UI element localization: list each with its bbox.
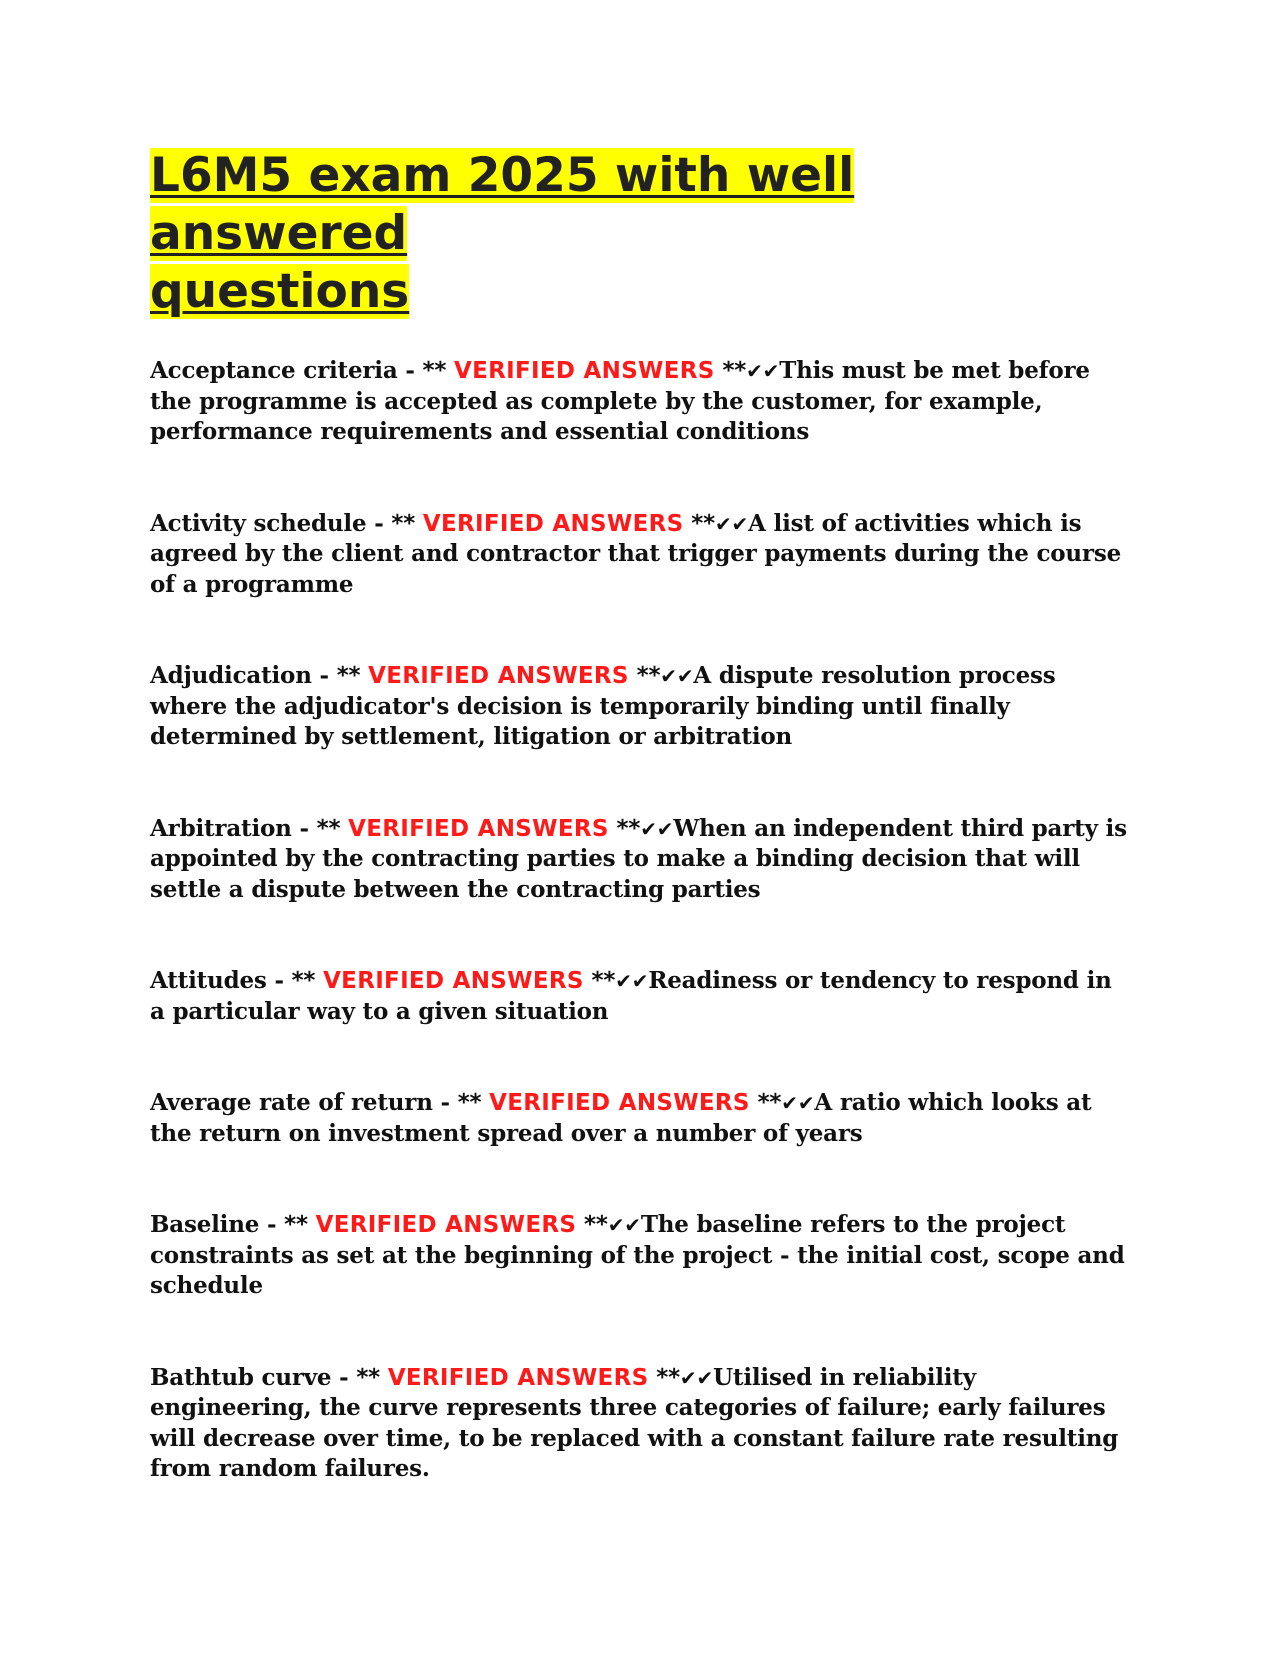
document-title-line2: questions — [150, 264, 410, 319]
entry-definition: This must be met before the programme is accepted as complete by the customer, for example, performance requirements and essential conditions — [150, 357, 1090, 445]
entry-definition: Utilised in reliability engineering, the curve represents three categories of failure; early failures will decrease over time, to be replaced with a constant failure rate resulting from random failures. — [150, 1363, 1119, 1482]
document-title — [150, 147, 1050, 321]
entry-term: Adjudication — [150, 662, 312, 689]
verified-answers-label: VERIFIED ANSWERS — [422, 510, 684, 537]
entry-definition: When an independent third party is appointed by the contracting parties to make a binding decision that will settle a dispute between the contracting parties — [150, 814, 1127, 903]
entry-definition: A dispute resolution process where the adjudicator's decision is temporarily binding until finally determined by settlement, litigation or arbitration — [150, 662, 1056, 750]
glossary-entry: Acceptance criteria - ** VERIFIED ANSWERS **✔✔This must be met before the programme is accepted as complete by the customer, for example, performance requirements and essential conditions — [150, 357, 1090, 445]
entry-term: Activity schedule — [150, 509, 367, 537]
entry-term: Average rate of return — [150, 1089, 433, 1116]
glossary-entry: Attitudes - ** VERIFIED ANSWERS **✔✔Readiness or tendency to respond in a particular way to a given situation — [150, 967, 1112, 1025]
entry-definition: A ratio which looks at the return on investment spread over a number of years — [150, 1089, 1092, 1147]
double-check-icon: ✔✔ — [640, 816, 674, 841]
entry-term: Bathtub curve — [150, 1363, 332, 1391]
glossary-entry: Arbitration - ** VERIFIED ANSWERS **✔✔When an independent third party is appointed by the contracting parties to make a binding decision that will settle a dispute between the contracting parties — [150, 814, 1127, 903]
double-check-icon: ✔✔ — [714, 511, 749, 536]
verified-answers-label: VERIFIED ANSWERS — [453, 358, 715, 384]
glossary-entry: Baseline - ** VERIFIED ANSWERS **✔✔The baseline refers to the project constraints as set at the beginning of the project - the initial cost, scope and schedule — [150, 1211, 1125, 1299]
entry-definition: A list of activities which is agreed by the client and contractor that trigger payments during the course of a programme — [150, 509, 1122, 598]
glossary-list — [150, 356, 1130, 1485]
verified-answers-label: VERIFIED ANSWERS — [315, 1212, 577, 1238]
verified-answers-label: VERIFIED ANSWERS — [387, 1364, 649, 1391]
double-check-icon: ✔✔ — [660, 664, 694, 688]
entry-term: Attitudes — [150, 967, 267, 994]
glossary-entry: Adjudication - ** VERIFIED ANSWERS **✔✔A dispute resolution process where the adjudicator's decision is temporarily binding until finally determined by settlement, litigation or arbitration — [150, 662, 1056, 750]
double-check-icon: ✔✔ — [781, 1091, 815, 1115]
entry-definition: The baseline refers to the project constraints as set at the beginning of the project - the initial cost, scope and schedule — [150, 1211, 1125, 1299]
document-title-line1: L6M5 exam 2025 with well answered — [150, 148, 855, 261]
double-check-icon: ✔✔ — [607, 1213, 641, 1237]
glossary-entry: Average rate of return - ** VERIFIED ANSWERS **✔✔A ratio which looks at the return on investment spread over a number of years — [150, 1089, 1092, 1147]
entry-term: Baseline — [150, 1211, 260, 1238]
entry-definition: Readiness or tendency to respond in a particular way to a given situation — [150, 967, 1112, 1025]
glossary-entry: Bathtub curve - ** VERIFIED ANSWERS **✔✔Utilised in reliability engineering, the curve represents three categories of failure; early failures will decrease over time, to be replaced with a constant failure rate resulting from random failures. — [150, 1363, 1119, 1482]
double-check-icon: ✔✔ — [615, 969, 649, 993]
double-check-icon: ✔✔ — [746, 359, 780, 383]
verified-answers-label: VERIFIED ANSWERS — [323, 968, 584, 994]
entry-term: Arbitration — [150, 814, 292, 842]
verified-answers-label: VERIFIED ANSWERS — [348, 815, 609, 842]
double-check-icon: ✔✔ — [679, 1365, 714, 1390]
glossary-entry: Activity schedule - ** VERIFIED ANSWERS **✔✔A list of activities which is agreed by the client and contractor that trigger payments during the course of a programme — [150, 509, 1122, 598]
verified-answers-label: VERIFIED ANSWERS — [489, 1090, 750, 1116]
verified-answers-label: VERIFIED ANSWERS — [368, 663, 629, 689]
entry-term: Acceptance criteria — [150, 357, 398, 384]
